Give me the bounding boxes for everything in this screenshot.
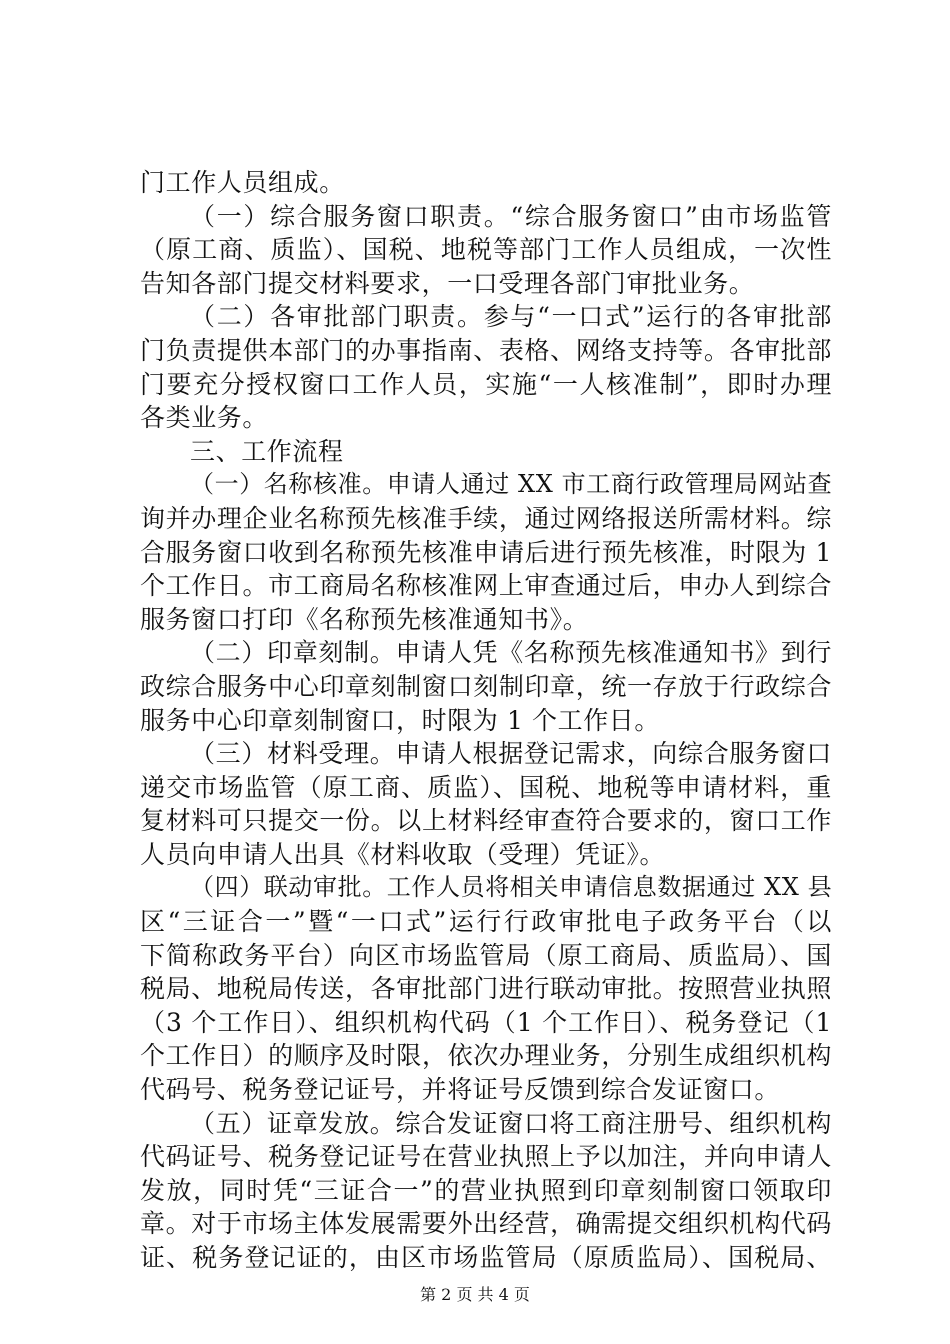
text-line: 代码号、税务登记证号，并将证号反馈到综合发证窗口。 xyxy=(140,1075,781,1105)
text-line: 服务中心印章刻制窗口，时限为 1 个工作日。 xyxy=(140,705,661,735)
text-line: 各类业务。 xyxy=(140,403,269,433)
text-line: 个工作日。市工商局名称核准网上审查通过后，申办人到综合 xyxy=(140,571,832,601)
text-line: 三、工作流程 xyxy=(190,436,344,466)
text-line: 告知各部门提交材料要求，一口受理各部门审批业务。 xyxy=(140,268,755,298)
text-line: 下简称政务平台）向区市场监管局（原工商局、质监局）、国 xyxy=(140,940,832,970)
text-line: （一）名称核准。申请人通过 XX 市工商行政管理局网站查 xyxy=(190,470,833,499)
text-line: 发放，同时凭“三证合一”的营业执照到印章刻制窗口领取印 xyxy=(140,1175,832,1205)
text-line: 证、税务登记证的，由区市场监管局（原质监局）、国税局、 xyxy=(140,1243,832,1272)
text-line: 询并办理企业名称预先核准手续，通过网络报送所需材料。综 xyxy=(140,503,832,533)
text-line: 服务窗口打印《名称预先核准通知书》。 xyxy=(140,604,589,634)
text-line: （原工商、质监）、国税、地税等部门工作人员组成，一次性 xyxy=(140,235,832,265)
text-line: 复材料可只提交一份。以上材料经审查符合要求的，窗口工作 xyxy=(140,806,832,836)
text-line: 个工作日）的顺序及时限，依次办理业务，分别生成组织机构 xyxy=(140,1041,832,1071)
text-line: 门负责提供本部门的办事指南、表格、网络支持等。各审批部 xyxy=(140,335,832,365)
text-line: 递交市场监管（原工商、质监）、国税、地税等申请材料，重 xyxy=(140,772,832,802)
text-line: 章。对于市场主体发展需要外出经营，确需提交组织机构代码 xyxy=(140,1209,832,1239)
document-body xyxy=(140,166,832,1275)
text-line: 代码证号、税务登记证号在营业执照上予以加注，并向申请人 xyxy=(140,1142,832,1172)
text-line: 人员向申请人出具《材料收取（受理）凭证》。 xyxy=(140,839,666,869)
text-line: 税局、地税局传送，各审批部门进行联动审批。按照营业执照 xyxy=(140,974,832,1004)
text-line: （一）综合服务窗口职责。“综合服务窗口”由市场监管 xyxy=(190,201,832,231)
text-line: 区“三证合一”暨“一口式”运行行政审批电子政务平台（以 xyxy=(140,907,832,937)
text-line: （二）印章刻制。申请人凭《名称预先核准通知书》到行 xyxy=(190,638,832,668)
text-line: 门要充分授权窗口工作人员，实施“一人核准制”，即时办理 xyxy=(140,369,832,399)
text-line: 门工作人员组成。 xyxy=(140,168,345,197)
text-line: （3 个工作日）、组织机构代码（1 个工作日）、税务登记（1 xyxy=(140,1007,832,1037)
text-line: （三）材料受理。申请人根据登记需求，向综合服务窗口 xyxy=(190,739,832,769)
text-line: （二）各审批部门职责。参与“一口式”运行的各审批部 xyxy=(190,302,832,332)
page-number: 第 2 页 共 4 页 xyxy=(420,1285,530,1304)
text-line: （五）证章发放。综合发证窗口将工商注册号、组织机构 xyxy=(190,1108,832,1138)
text-line: （四）联动审批。工作人员将相关申请信息数据通过 XX 县 xyxy=(190,873,833,902)
page-footer xyxy=(0,1282,950,1305)
text-line: 政综合服务中心印章刻制窗口刻制印章，统一存放于行政综合 xyxy=(140,671,832,701)
text-line: 合服务窗口收到名称预先核准申请后进行预先核准，时限为 1 xyxy=(140,537,832,567)
